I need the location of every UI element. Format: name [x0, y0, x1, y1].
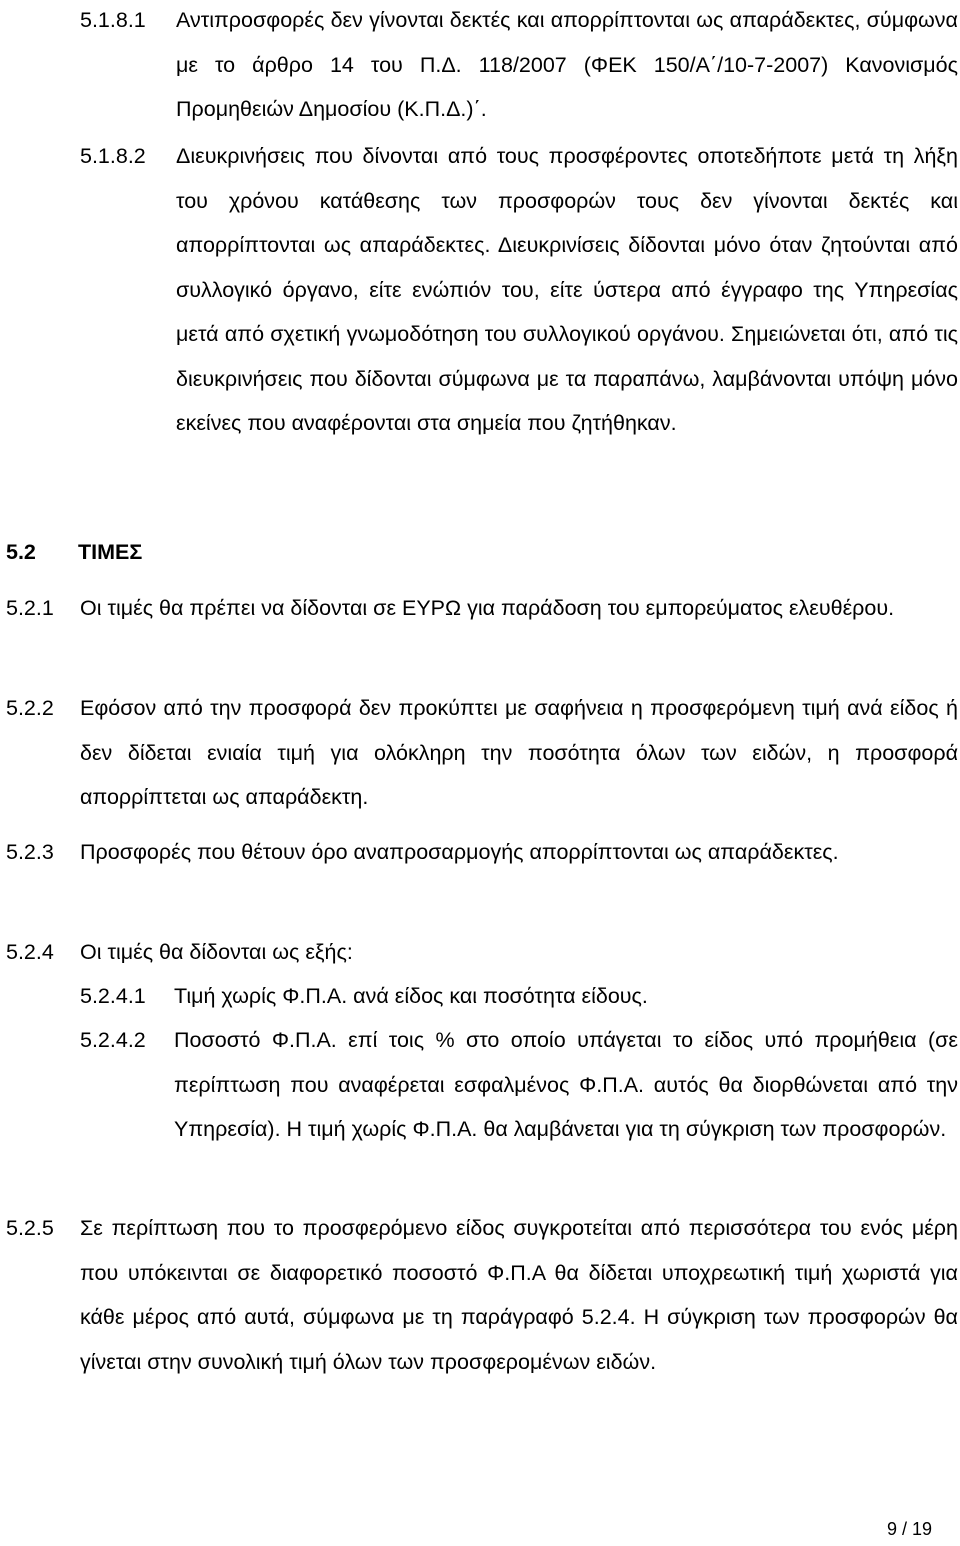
clause-text: Σε περίπτωση που το προσφερόμενο είδος συγκροτείται από περισσότερα του ενός μέρη που υπόκεινται σε διαφορετικό ποσοστό Φ.Π.Α θα δίδεται υποχρεωτική τιμή χωριστά για κάθε μέρος από αυτά, σύμφωνα με τη παράγραφό 5.2.4. Η σύγκριση των προσφορών θα γίνεται στην συνολική τιμή όλων των προσφερομένων ειδών. — [80, 1216, 958, 1374]
clause-number: 5.2.2 — [6, 696, 54, 720]
clause-number: 5.1.8.2 — [80, 144, 146, 168]
clause-number: 5.2.4 — [6, 940, 54, 964]
clause-5-2-5 — [6, 1206, 958, 1430]
clause-5-1-8-2 — [80, 134, 958, 490]
clause-number: 5.2.1 — [6, 596, 54, 620]
section-heading — [6, 530, 142, 574]
clause-text: Οι τιμές θα πρέπει να δίδονται σε ΕΥΡΩ για παράδοση του εμπορεύματος ελευθέρου. — [80, 596, 895, 620]
clause-text: Αντιπροσφορές δεν γίνονται δεκτές και απορρίπτονται ως απαράδεκτες, σύμφωνα με το άρθρο 14 του Π.Δ. 118/2007 (ΦΕΚ 150/Α΄/10-7-2007) Κανονισμός Προμηθειών Δημοσίου (Κ.Π.Δ.)΄. — [176, 8, 958, 121]
clause-number: 5.2.5 — [6, 1216, 54, 1240]
clause-number: 5.2.4.2 — [80, 1028, 146, 1052]
clause-5-2-2 — [6, 686, 958, 820]
clause-5-2-3 — [6, 830, 958, 920]
clause-text: Εφόσον από την προσφορά δεν προκύπτει με σαφήνεια η προσφερόμενη τιμή ανά είδος ή δεν δίδεται ενιαία τιμή για ολόκληρη την ποσότητα όλων των ειδών, η προσφορά απορρίπτεται ως απαράδεκτη. — [80, 696, 958, 809]
page-number: 9 / 19 — [886, 1519, 932, 1539]
clause-text: Διευκρινήσεις που δίνονται από τους προσφέροντες οποτεδήποτε μετά τη λήξη του χρόνου κατάθεσης των προσφορών τους δεν γίνονται δεκτές και απορρίπτονται ως απαράδεκτες. Διευκρινίσεις δίδονται μόνο όταν ζητούνται από συλλογικό όργανο, είτε ενώπιόν του, είτε ύστερα από έγγραφο της Υπηρεσίας μετά από σχετική γνωμοδότηση του συλλογικού οργάνου. Σημειώνεται ότι, από τις διευκρινήσεις που δίδονται σύμφωνα με τα παραπάνω, λαμβάνονται υπόψη μόνο εκείνες που αναφέρονται στα σημεία που ζητήθηκαν. — [176, 144, 958, 435]
section-title: ΤΙΜΕΣ — [78, 540, 143, 564]
section-number: 5.2 — [6, 540, 36, 564]
clause-number: 5.1.8.1 — [80, 8, 146, 32]
clause-text: Οι τιμές θα δίδονται ως εξής: — [80, 940, 353, 964]
clause-text: Προσφορές που θέτουν όρο αναπροσαρμογής απορρίπτονται ως απαράδεκτες. — [80, 840, 839, 864]
clause-text: Ποσοστό Φ.Π.Α. επί τοις % στο οποίο υπάγεται το είδος υπό προμήθεια (σε περίπτωση που αναφέρεται εσφαλμένος Φ.Π.Α. αυτός θα διορθώνεται από την Υπηρεσία). Η τιμή χωρίς Φ.Π.Α. θα λαμβάνεται για τη σύγκριση των προσφορών. — [174, 1028, 958, 1141]
clause-5-2-4-1 — [80, 974, 958, 1019]
clause-5-1-8-1 — [80, 0, 958, 132]
clause-5-2-4 — [6, 930, 958, 975]
clause-5-2-1 — [6, 586, 958, 676]
clause-5-2-4-2 — [80, 1018, 958, 1198]
clause-number: 5.2.3 — [6, 840, 54, 864]
clause-text: Τιμή χωρίς Φ.Π.Α. ανά είδος και ποσότητα είδους. — [174, 984, 648, 1008]
clause-number: 5.2.4.1 — [80, 984, 146, 1008]
